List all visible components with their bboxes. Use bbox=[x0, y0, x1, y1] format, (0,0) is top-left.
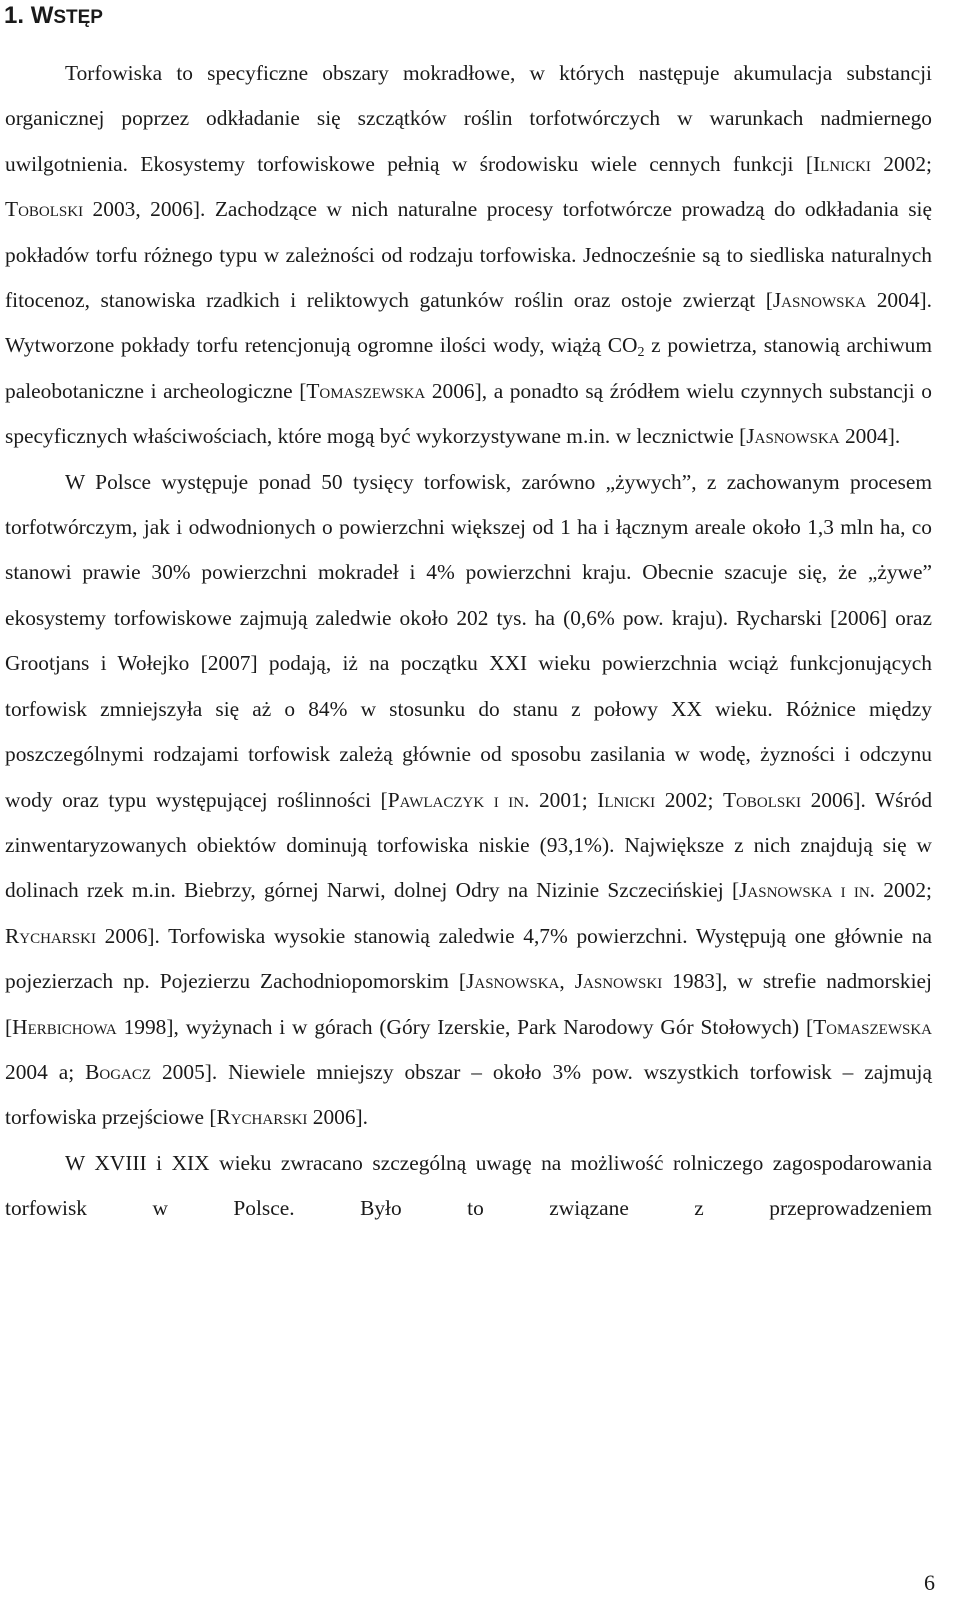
text-run: W XVIII i XIX wieku zwracano szczególną uwagę na możliwość rolniczego zagospodarowania torfowisk w Polsce. Było to związane z przeprowadzeniem bbox=[5, 1150, 932, 1221]
text-run: 1998], wyżynach i w górach (Góry Izerskie, Park Narodowy Gór Stołowych) [ bbox=[116, 1014, 814, 1039]
paragraph-3 bbox=[5, 1141, 932, 1232]
text-run: Torfowiska to specyficzne obszary mokradłowe, w których następuje akumulacja substancji organicznej poprzez odkładanie się szczątków roślin torfotwórczych w warunkach nadmiernego uwilgotnienia. Ekosystemy torfowiskowe pełnią w środowisku wiele cennych funkcji [ bbox=[5, 61, 932, 176]
page-number: 6 bbox=[924, 1570, 935, 1595]
paragraph-1 bbox=[5, 51, 932, 460]
citation-author: Pawlaczyk i in. bbox=[387, 787, 530, 812]
text-run: 2004]. Wytworzone pokłady torfu retencjonują ogromne ilości wody, wiążą CO bbox=[5, 288, 932, 358]
citation-author: Jasnowska bbox=[772, 288, 867, 313]
citation-author: Bogacz bbox=[85, 1059, 152, 1084]
text-run: 2005]. Niewiele mniejszy obszar – około 3% pow. wszystkich torfowisk – zajmują torfowiska przejściowe [ bbox=[5, 1059, 932, 1130]
citation-author: Jasnowski bbox=[574, 969, 663, 994]
citation-author: Tomaszewska bbox=[306, 378, 426, 403]
text-run: 2002; bbox=[655, 787, 723, 812]
citation-author: Tomaszewska bbox=[813, 1014, 932, 1039]
text-run: 2004 a; bbox=[5, 1059, 86, 1084]
heading-title-rest: STĘP bbox=[53, 7, 103, 28]
citation-author: Herbichowa bbox=[12, 1014, 117, 1039]
text-run: 2004]. bbox=[839, 424, 901, 449]
citation-author: Ilnicki bbox=[812, 151, 871, 176]
text-run: 2006]. Torfowiska wysokie stanowią zaledwie 4,7% powierzchni. Występują one głównie na pojezierzach np. Pojezierzu Zachodniopomorskim [ bbox=[5, 923, 932, 994]
text-run: 2006]. bbox=[307, 1105, 369, 1130]
citation-author: Rycharski bbox=[5, 923, 96, 948]
text-run: 2001; bbox=[529, 787, 598, 812]
citation-author: Jasnowska bbox=[466, 969, 560, 994]
paragraph-2 bbox=[5, 460, 932, 1141]
text-run: 2006]. Wśród zinwentaryzowanych obiektów dominują torfowiska niskie (93,1%). Największe z nich znajdują się w dolinach rzek m.in. Biebrzy, górnej Narwi, dolnej Odry na Nizinie Szczecińskiej [ bbox=[5, 787, 933, 903]
body-text bbox=[5, 51, 932, 1232]
text-run: 2006], a ponadto są źródłem wielu czynnych substancji o specyficznych właściwościach, które mogą być wykorzystywane m.in. w lecznictwie [ bbox=[5, 378, 932, 449]
citation-author: Tobolski bbox=[5, 197, 84, 222]
text-run: 2002; bbox=[875, 878, 932, 903]
citation-author: Ilnicki bbox=[597, 787, 656, 812]
text-run: , bbox=[559, 969, 575, 994]
citation-author: Tobolski bbox=[722, 787, 802, 812]
text-run: 2002; bbox=[870, 151, 932, 176]
text-run: 2003, 2006]. Zachodzące w nich naturalne procesy torfotwórcze prowadzą do odkładania się pokładów torfu różnego typu w zależności od rodzaju torfowiska. Jednocześnie są to siedliska naturalnych fitocenoz, stanowiska rzadkich i reliktowych gatunków roślin oraz ostoje zwierząt [ bbox=[5, 197, 932, 313]
subscript: 2 bbox=[637, 345, 645, 361]
text-run: W Polsce występuje ponad 50 tysięcy torfowisk, zarówno „żywych”, z zachowanym procesem torfotwórczym, jak i odwodnionych o powierzchni większej od 1 ha i łącznym areale około 1,3 mln ha, co stanowi prawie 30% powierzchni mokradeł i 4% powierzchni kraju. Obecnie szacuje się, że „żywe” ekosystemy torfowiskowe zajmują zaledwie około 202 tys. ha (0,6% pow. kraju). Rycharski [2006] oraz Grootjans i Wołejko [2007] podają, iż na początku XXI wieku powierzchnia wciąż funkcjonujących torfowisk zmniejszyła się aż o 84% w stosunku do stanu z połowy XX wieku. Różnice między poszczególnymi rodzajami torfowisk zależą głównie od sposobu zasilania w wodę, żyzności i odczynu wody oraz typu występującej roślinności [ bbox=[5, 469, 932, 812]
heading-number: 1. bbox=[4, 2, 25, 29]
section-heading bbox=[4, 0, 103, 34]
heading-title-initial: W bbox=[30, 2, 54, 29]
citation-author: Jasnowska i in. bbox=[739, 878, 876, 903]
text-run: z powietrza, stanowią archiwum paleobotaniczne i archeologiczne [ bbox=[5, 333, 932, 403]
citation-author: Jasnowska bbox=[746, 424, 840, 449]
citation-author: Rycharski bbox=[216, 1105, 308, 1130]
text-run: 1983], w strefie nadmorskiej [ bbox=[5, 969, 932, 1039]
